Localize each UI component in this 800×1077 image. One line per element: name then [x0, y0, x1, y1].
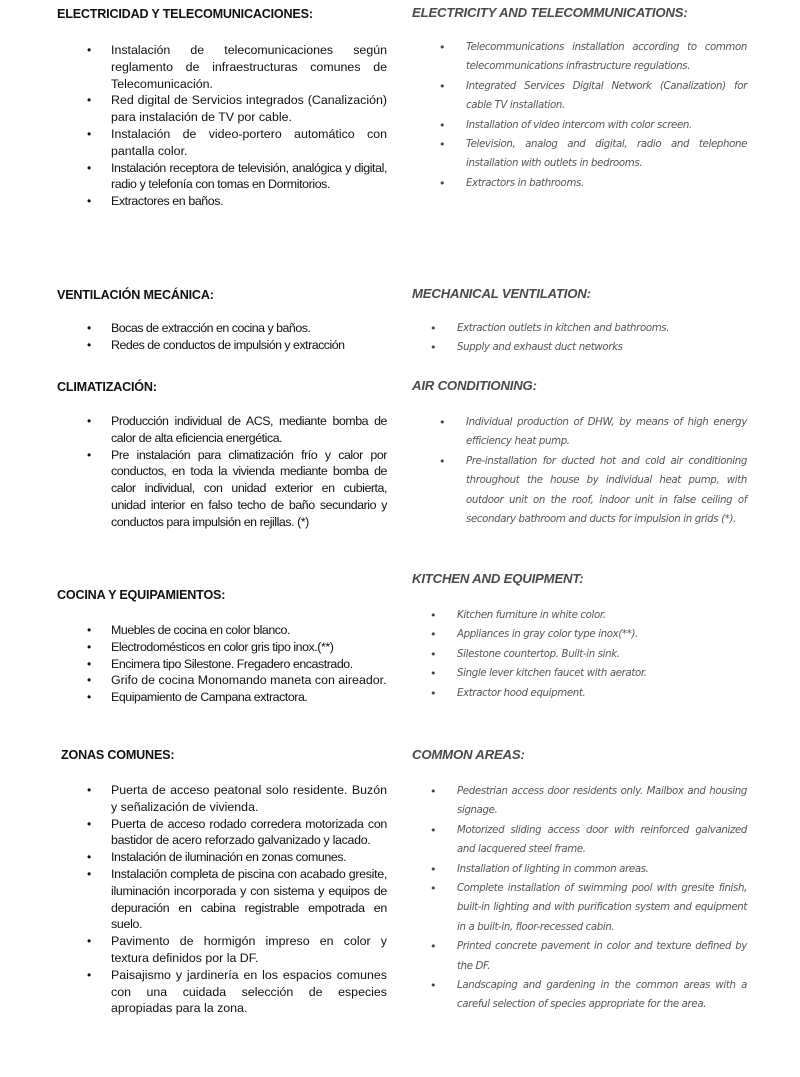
list-item: • Installation of lighting in common areas. [430, 862, 649, 876]
section-title: CLIMATIZACIÓN: [57, 380, 157, 394]
bullet-list [412, 38, 747, 193]
bullet-list [412, 413, 747, 529]
list-item: • Red digital de Servicios integrados (Canalización) para instalación de TV por cable. [87, 93, 387, 125]
section-title: ZONAS COMUNES: [61, 748, 175, 762]
bullet-list [61, 782, 387, 1017]
list-item: • Extractores en baños. [87, 194, 224, 209]
bullet-list [57, 42, 387, 210]
section-electricity [412, 4, 747, 193]
bullet-list [57, 622, 387, 706]
list-item: • Instalación completa de piscina con acabado gresite, iluminación incorporada y con sistema y equipos de depuración en cabina registrable empotrada en suelo. [87, 866, 387, 932]
list-item: • Appliances in gray color type inox(**). [430, 628, 638, 642]
section-climatizacion [57, 378, 387, 531]
bullet-list [412, 606, 747, 703]
section-title: VENTILACIÓN MECÁNICA: [57, 288, 214, 302]
list-item: • Puerta de acceso rodado corredera motorizada con bastidor de acero reforzado galvanizado y lacado. [87, 816, 387, 848]
list-item: • Instalación de iluminación en zonas comunes. [87, 850, 347, 865]
section-title: COMMON AREAS: [412, 747, 525, 762]
list-item: • Supply and exhaust duct networks [430, 341, 623, 355]
section-air-conditioning [412, 377, 747, 529]
list-item: • Pre-installation for ducted hot and cold air conditioning throughout the house by individual heat pump, with outdoor unit on the roof, indoor unit in false ceiling of secondary bathroom and ducts for impulsion in grids (*). [439, 454, 747, 526]
list-item: • Complete installation of swimming pool with gresite finish, built-in lighting and with purification system and equipment in a built-in, floor-recessed cabin. [430, 882, 747, 933]
list-item: • Muebles de cocina en color blanco. [87, 623, 290, 637]
list-item: • Extractor hood equipment. [430, 686, 586, 700]
list-item: • Printed concrete pavement in color and texture defined by the DF. [430, 940, 747, 972]
list-item: • Paisajismo y jardinería en los espacios comunes con una cuidada selección de especies apropiadas para la zona. [87, 967, 387, 1016]
list-item: • Individual production of DHW, by means of high energy efficiency heat pump. [439, 416, 747, 448]
section-ventilation [412, 285, 747, 358]
section-title: ELECTRICIDAD Y TELECOMUNICACIONES: [57, 7, 313, 21]
list-item: • Extraction outlets in kitchen and bathrooms. [430, 322, 670, 335]
list-item: • Television, analog and digital, radio and telephone installation with outlets in bedrooms. [439, 138, 747, 170]
bullet-list [412, 782, 747, 1015]
list-item: • Single lever kitchen faucet with aerator. [430, 667, 647, 681]
list-item: • Redes de conductos de impulsión y extracción [87, 337, 345, 352]
section-zonas [61, 746, 387, 1017]
list-item: • Telecommunications installation according to common telecommunications infrastructure regulations. [439, 41, 747, 73]
list-item: • Landscaping and gardening in the common areas with a careful selection of species appropriate for the area. [430, 979, 747, 1011]
list-item: • Electrodomésticos en color gris tipo inox.(**) [87, 639, 334, 654]
list-item: • Puerta de acceso peatonal solo residente. Buzón y señalización de vivienda. [87, 783, 387, 814]
section-title: ELECTRICITY AND TELECOMMUNICATIONS: [412, 5, 688, 20]
list-item: • Extractors in bathrooms. [439, 176, 584, 190]
list-item: • Equipamiento de Campana extractora. [87, 690, 308, 705]
bullet-list [57, 413, 387, 531]
list-item: • Bocas de extracción en cocina y baños. [87, 321, 311, 335]
bullet-list [412, 319, 747, 358]
list-item: • Instalación receptora de televisión, analógica y digital, radio y telefonía con tomas en Dormitorios. [87, 160, 387, 192]
list-item: • Silestone countertop. Built-in sink. [430, 647, 620, 661]
section-title: KITCHEN AND EQUIPMENT: [412, 571, 584, 586]
list-item: • Installation of video intercom with color screen. [439, 118, 692, 132]
section-title: MECHANICAL VENTILATION: [412, 286, 591, 301]
list-item: • Pedestrian access door residents only. Mailbox and housing signage. [430, 785, 747, 817]
section-kitchen [412, 570, 747, 703]
list-item: • Integrated Services Digital Network (Canalization) for cable TV installation. [439, 79, 747, 112]
section-common-areas [412, 746, 747, 1015]
list-item: • Encimera tipo Silestone. Fregadero encastrado. [87, 656, 353, 671]
section-electricidad [57, 5, 387, 210]
list-item: • Pavimento de hormigón impreso en color y textura definidos por la DF. [87, 934, 387, 965]
list-item: • Grifo de cocina Monomando maneta con aireador. [87, 673, 387, 688]
list-item: • Kitchen furniture in white color. [430, 609, 606, 622]
section-title: AIR CONDITIONING: [412, 378, 537, 393]
section-cocina [57, 586, 387, 706]
list-item: • Instalación de telecomunicaciones según reglamento de infraestructuras comunes de Telecomunicación. [87, 43, 387, 91]
list-item: • Motorized sliding access door with reinforced galvanized and lacquered steel frame. [430, 823, 747, 856]
section-ventilacion [57, 286, 387, 354]
list-item: • Instalación de video-portero automático con pantalla color. [87, 126, 387, 158]
list-item: • Pre instalación para climatización frío y calor por conductos, en toda la vivienda mediante bomba de calor individual, con unidad exterior en cubierta, unidad interior en falso techo de baño secundario y conductos para impulsión en rejillas. (*) [87, 447, 387, 529]
bullet-list [57, 320, 387, 354]
section-title: COCINA Y EQUIPAMIENTOS: [57, 588, 226, 602]
list-item: • Producción individual de ACS, mediante bomba de calor de alta eficiencia energética. [87, 414, 387, 445]
